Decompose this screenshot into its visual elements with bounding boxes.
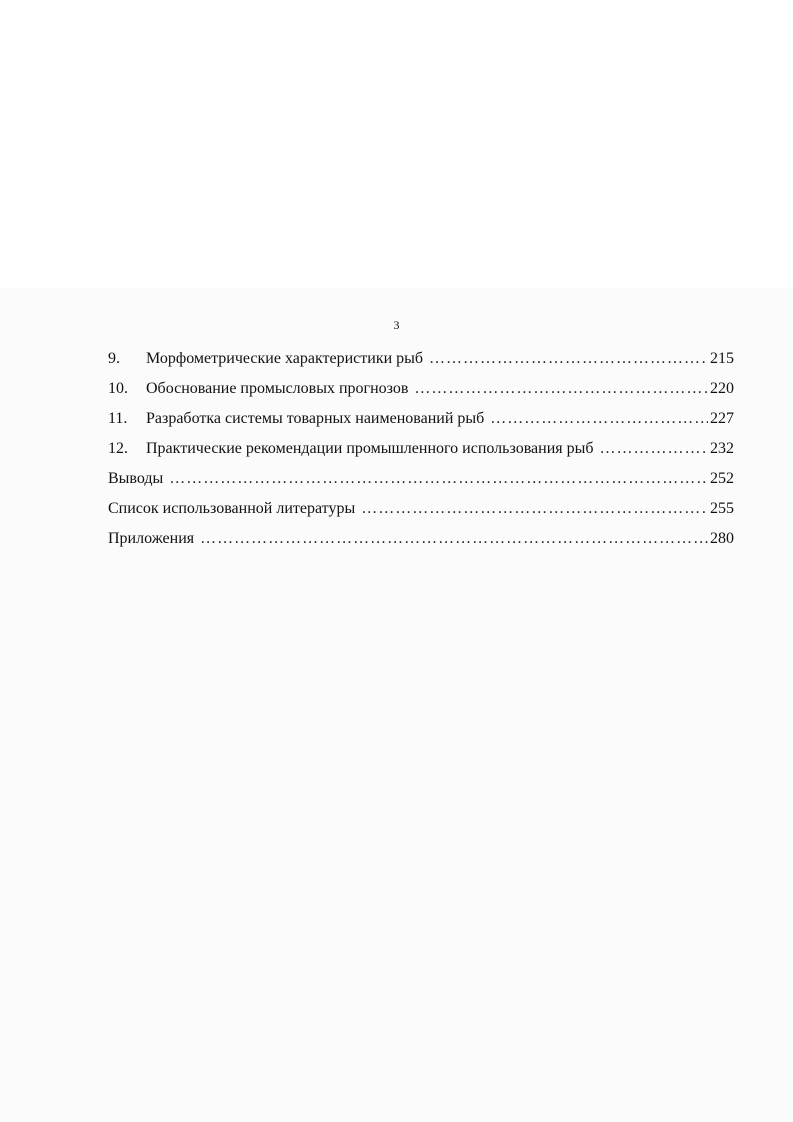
toc-entry [108,524,734,554]
toc-leader-dots [429,344,708,374]
toc-leader-dots [169,464,708,494]
toc-entry [108,374,734,404]
toc-entry-number: 12. [108,440,128,457]
toc-entry-page: 255 [710,500,734,517]
toc-entry-title: Список использованной литературы [108,500,356,517]
toc-leader-dots [200,524,708,554]
table-of-contents [108,344,734,554]
toc-entry-page: 215 [710,350,734,367]
toc-leader-dots [490,404,708,434]
toc-entry-page: 232 [710,440,734,457]
toc-entry-page: 280 [710,530,734,547]
toc-entry-title: Морфометрические характеристики рыб [146,350,424,367]
toc-leader-dots [414,374,708,404]
toc-entry-title: Обоснование промысловых прогнозов [146,380,409,397]
toc-entry [108,494,734,524]
toc-entry [108,404,734,434]
toc-leader-dots [361,494,708,524]
page-number: 3 [393,318,400,332]
toc-entry-page: 227 [710,410,734,427]
toc-entry [108,464,734,494]
toc-entry-title: Выводы [108,470,164,487]
toc-entry [108,344,734,374]
toc-entry-page: 252 [710,470,734,487]
toc-entry-number: 10. [108,380,128,397]
toc-entry-title: Практические рекомендации промышленного использования рыб [146,440,594,457]
toc-entry-title: Разработка системы товарных наименований рыб [146,410,485,427]
toc-entry-title: Приложения [108,530,195,547]
toc-entry-number: 11. [108,410,128,427]
toc-entry-page: 220 [710,380,734,397]
toc-leader-dots [600,434,708,464]
toc-entry-number: 9. [108,350,120,367]
toc-entry [108,434,734,464]
